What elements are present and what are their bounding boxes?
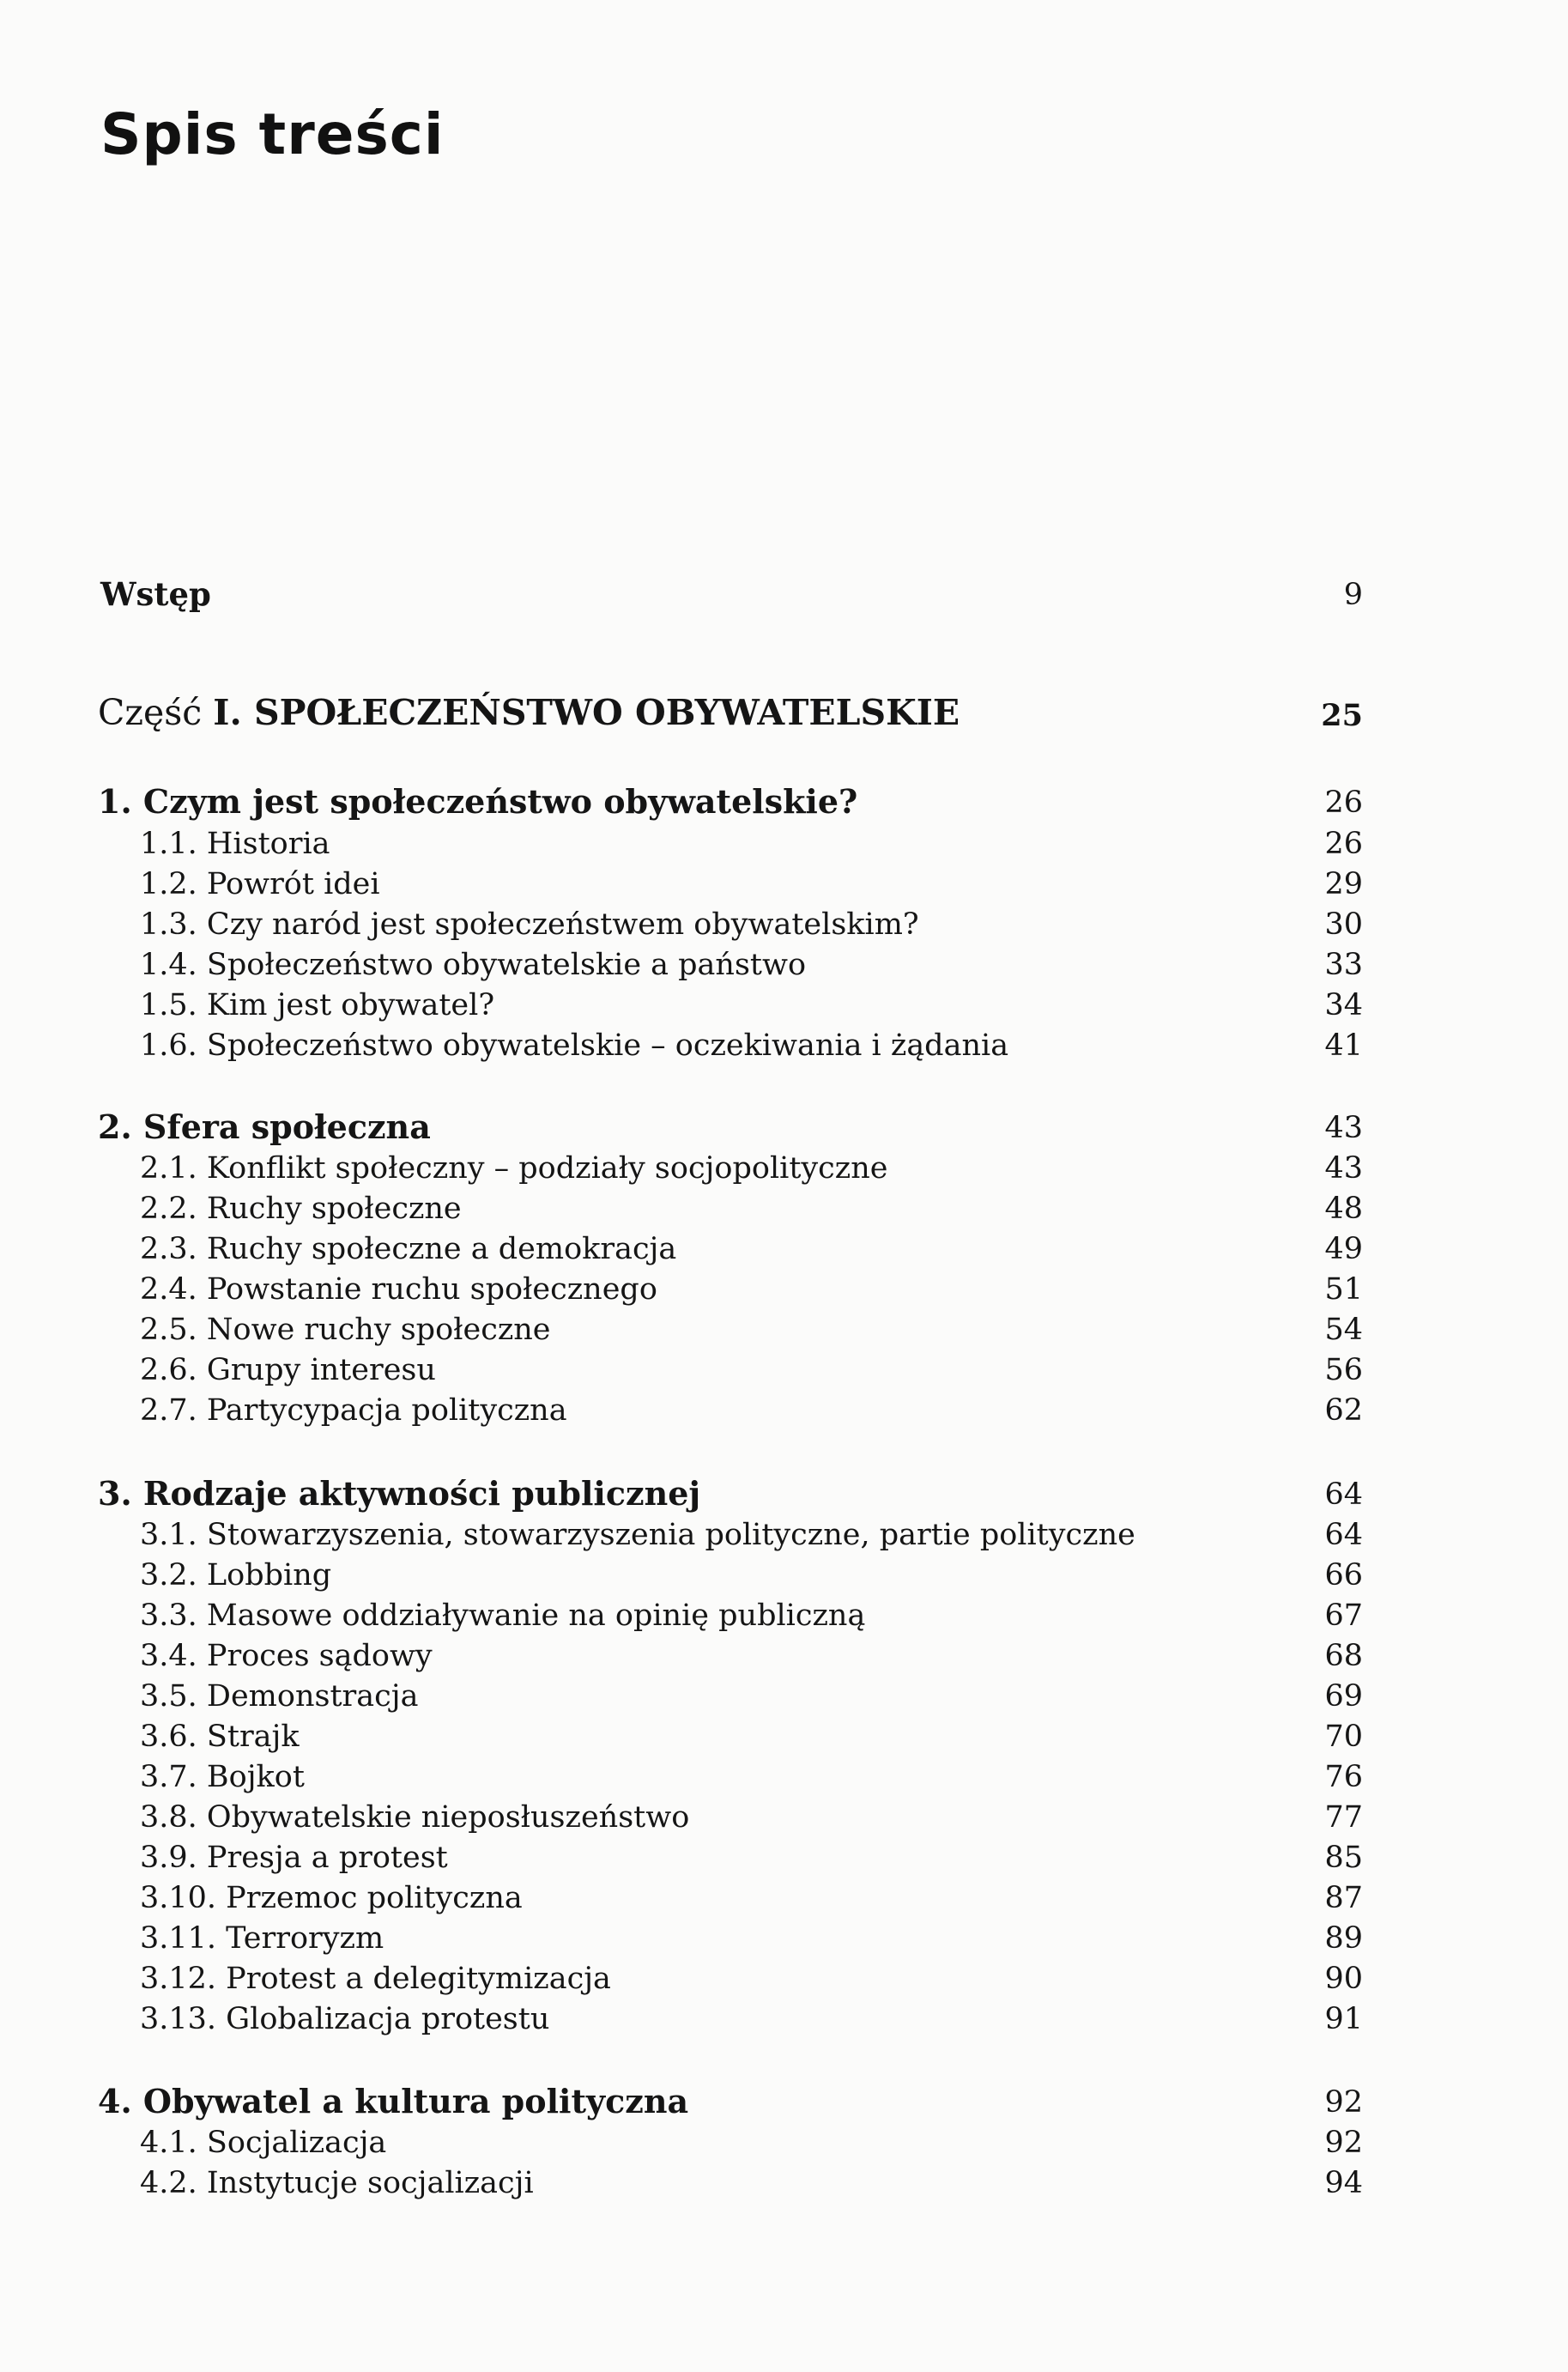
entry-page: 90 [1324,1962,1363,1996]
entry-page: 92 [1324,2126,1363,2160]
toc-section-entry [0,1871,1568,1914]
entry-page: 92 [1324,2085,1363,2120]
toc-section-entry [0,1750,1568,1793]
toc-section-entry [0,1222,1568,1265]
section-label: 3.1. Stowarzyszenia, stowarzyszenia polityczne, partie polityczne [140,1518,1135,1552]
toc-section-entry [0,1548,1568,1591]
section-label: 1.4. Społeczeństwo obywatelskie a państwo [140,948,807,982]
entry-page: 76 [1324,1760,1363,1794]
chapter-label: 2. Sfera społeczna [98,1107,431,1146]
section-label: 2.3. Ruchy społeczne a demokracja [140,1232,677,1266]
toc-section-entry [0,1911,1568,1954]
entry-page: 25 [1321,698,1363,733]
section-label: 3.4. Proces sądowy [140,1639,433,1673]
toc-section-entry [0,2156,1568,2199]
toc-section-entry [0,897,1568,940]
entry-page: 87 [1324,1881,1363,1915]
entry-page: 29 [1324,867,1363,901]
section-label: 3.7. Bojkot [140,1760,305,1794]
toc-section-entry [0,816,1568,859]
toc-section-entry [0,1588,1568,1631]
entry-page: 30 [1324,907,1363,942]
toc-section-entry [0,1951,1568,1994]
toc-section-entry [0,978,1568,1021]
toc-section-entry [0,857,1568,900]
entry-page: 64 [1324,1518,1363,1552]
toc-section-entry [0,1181,1568,1224]
entry-page: 77 [1324,1800,1363,1835]
entry-page: 43 [1324,1111,1363,1145]
entry-page: 85 [1324,1841,1363,1875]
entry-page: 34 [1324,988,1363,1022]
section-label: 1.2. Powrót idei [140,867,380,901]
entry-page: 68 [1324,1639,1363,1673]
chapter-label: 3. Rodzaje aktywności publicznej [98,1474,701,1513]
section-label: 1.3. Czy naród jest społeczeństwem obywatelskim? [140,907,919,942]
entry-page: 91 [1324,2002,1363,2036]
section-label: 1.1. Historia [140,827,330,861]
toc-section-entry [0,1262,1568,1305]
section-label: 3.3. Masowe oddziaływanie na opinię publiczną [140,1599,866,1633]
entry-page: 54 [1324,1313,1363,1347]
entry-page: 64 [1324,1477,1363,1512]
section-label: 4.1. Socjalizacja [140,2126,387,2160]
entry-page: 51 [1324,1272,1363,1307]
entry-page: 41 [1324,1028,1363,1063]
entry-page: 9 [1343,578,1363,612]
section-label: 3.2. Lobbing [140,1558,332,1592]
entry-page: 70 [1324,1720,1363,1754]
toc-section-entry [0,1669,1568,1712]
section-label: 3.12. Protest a delegitymizacja [140,1962,611,1996]
entry-page: 67 [1324,1599,1363,1633]
entry-label: Wstęp [100,575,211,613]
entry-page: 66 [1324,1558,1363,1592]
toc-section-entry [0,1709,1568,1752]
section-label: 3.9. Presja a protest [140,1841,448,1875]
section-label: 3.6. Strajk [140,1720,300,1754]
section-label: 3.13. Globalizacja protestu [140,2002,550,2036]
section-label: 1.5. Kim jest obywatel? [140,988,495,1022]
toc-section-entry [0,1383,1568,1426]
section-label: 2.2. Ruchy społeczne [140,1192,462,1226]
entry-page: 33 [1324,948,1363,982]
toc-section-entry [0,1830,1568,1873]
entry-page: 48 [1324,1192,1363,1226]
entry-page: 94 [1324,2166,1363,2200]
toc-section-entry [0,937,1568,980]
page-title: Spis treści [100,101,445,167]
toc-chapter-entry [0,2075,1568,2118]
toc-part-entry [0,688,1568,731]
section-label: 2.1. Konflikt społeczny – podziały socjopolityczne [140,1151,888,1186]
section-label: 2.4. Powstanie ruchu społecznego [140,1272,657,1307]
toc-intro-entry [0,567,1568,613]
part-prefix: Część [98,692,203,733]
toc-section-entry [0,1302,1568,1345]
section-label: 4.2. Instytucje socjalizacji [140,2166,534,2200]
section-label: 2.7. Partycypacja polityczna [140,1393,567,1428]
toc-section-entry [0,2115,1568,2158]
chapter-label: 1. Czym jest społeczeństwo obywatelskie? [98,782,858,821]
toc-chapter-entry [0,1467,1568,1513]
entry-page: 49 [1324,1232,1363,1266]
section-label: 2.5. Nowe ruchy społeczne [140,1313,551,1347]
toc-section-entry [0,1790,1568,1833]
toc-section-entry [0,1629,1568,1671]
entry-page: 62 [1324,1393,1363,1428]
section-label: 3.5. Demonstracja [140,1679,419,1714]
entry-page: 26 [1324,827,1363,861]
section-label: 1.6. Społeczeństwo obywatelskie – oczekiwania i żądania [140,1028,1009,1063]
section-label: 2.6. Grupy interesu [140,1353,436,1387]
section-label: 3.8. Obywatelskie nieposłuszeństwo [140,1800,690,1835]
entry-page: 69 [1324,1679,1363,1714]
toc-section-entry [0,1992,1568,2035]
toc-section-entry [0,1343,1568,1386]
toc-section-entry [0,1508,1568,1550]
entry-page: 56 [1324,1353,1363,1387]
part-label: I. SPOŁECZEŃSTWO OBYWATELSKIE [213,692,960,733]
chapter-label: 4. Obywatel a kultura polityczna [98,2082,689,2120]
entry-page: 89 [1324,1921,1363,1956]
toc-section-entry [0,1141,1568,1184]
section-label: 3.11. Terroryzm [140,1921,384,1956]
entry-page: 43 [1324,1151,1363,1186]
toc-chapter-entry [0,1101,1568,1144]
toc-section-entry [0,1018,1568,1061]
entry-page: 26 [1324,786,1363,820]
section-label: 3.10. Przemoc polityczna [140,1881,523,1915]
toc-chapter-entry [0,775,1568,821]
